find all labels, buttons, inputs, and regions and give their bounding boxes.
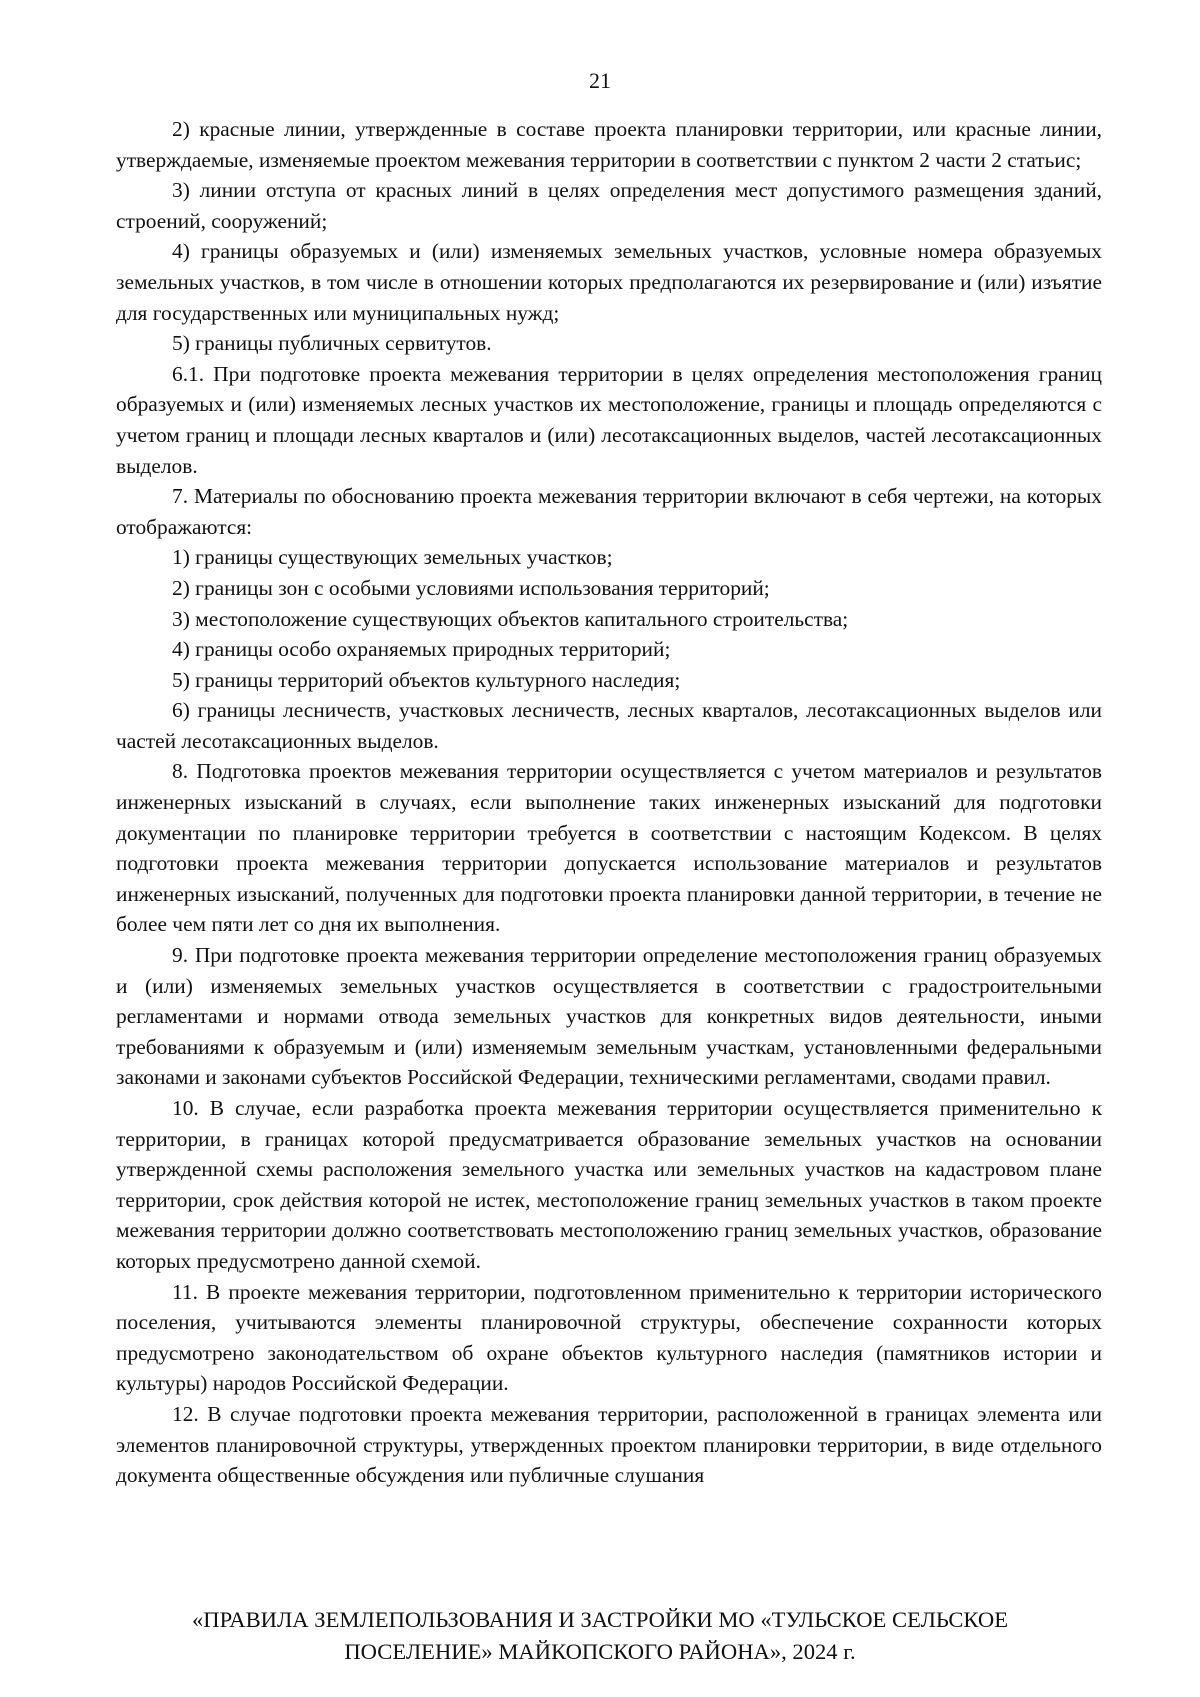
document-footer (120, 1604, 1080, 1668)
paragraph-6-1: 6.1. При подготовке проекта межевания территории в целях определения местоположения границ образуемых и (или) изменяемых лесных участков их местоположение, границы и площадь определяются с учетом границ и площади лесных кварталов и (или) лесотаксационных выделов, частей лесотаксационных выделов. (116, 361, 1102, 478)
paragraph-8: 8. Подготовка проектов межевания территории осуществляется с учетом материалов и результатов инженерных изысканий в случаях, если выполнение таких инженерных изысканий для подготовки документации по планировке территории требуется в соответствии с настоящим Кодексом. В целях подготовки проекта межевания территории допускается использование материалов и результатов инженерных изысканий, полученных для подготовки проекта планировки данной территории, в течение не более чем пяти лет со дня их выполнения. (116, 759, 1102, 937)
list-item-red-lines: 2) красные линии, утвержденные в составе проекта планировки территории, или красные линии, утверждаемые, изменяемые проектом межевания территории в соответствии с пунктом 2 части 2 статьис; (116, 117, 1102, 172)
list-item-cultural-heritage: 5) границы территорий объектов культурного наследия; (172, 667, 681, 692)
list-item-public-servitudes: 5) границы публичных сервитутов. (172, 331, 492, 356)
list-item-plot-boundaries: 4) границы образуемых и (или) изменяемых земельных участков, условные номера образуемых земельных участков, в том числе в отношении которых предполагаются их резервирование и (или) изъятие для государственных или муниципальных нужд; (116, 239, 1102, 325)
paragraph-7: 7. Материалы по обоснованию проекта межевания территории включают в себя чертежи, на которых отображаются: (116, 484, 1102, 539)
document-body (116, 114, 1102, 1491)
list-item-protected-areas: 4) границы особо охраняемых природных территорий; (172, 637, 671, 662)
list-item-setback-lines: 3) линии отступа от красных линий в целях определения мест допустимого размещения зданий, строений, сооружений; (116, 178, 1102, 233)
footer-line-2: ПОСЕЛЕНИЕ» МАЙКОПСКОГО РАЙОНА», 2024 г. (344, 1639, 856, 1664)
paragraph-11: 11. В проекте межевания территории, подготовленном применительно к территории исторического поселения, учитываются элементы планировочной структуры, обеспечение сохранности которых предусмотрено законодательством об охране объектов культурного наследия (памятников истории и культуры) народов Российской Федерации. (116, 1279, 1102, 1396)
list-item-special-zones: 2) границы зон с особыми условиями использования территорий; (172, 575, 770, 600)
list-item-capital-objects: 3) местоположение существующих объектов капитального строительства; (172, 606, 849, 631)
paragraph-9: 9. При подготовке проекта межевания территории определение местоположения границ образуемых и (или) изменяемых земельных участков осуществляется в соответствии с градостроительными регламентами и нормами отвода земельных участков для конкретных видов деятельности, иными требованиями к образуемым и (или) изменяемым земельным участкам, установленными федеральными законами и законами субъектов Российской Федерации, техническими регламентами, сводами правил. (116, 943, 1102, 1090)
list-item-forestries: 6) границы лесничеств, участковых лесничеств, лесных кварталов, лесотаксационных выделов или частей лесотаксационных выделов. (116, 698, 1102, 753)
paragraph-12: 12. В случае подготовки проекта межевания территории, расположенной в границах элемента или элементов планировочной структуры, утвержденных проектом планировки территории, в виде отдельного документа общественные обсуждения или публичные слушания (116, 1401, 1102, 1488)
page-number: 21 (589, 68, 611, 93)
paragraph-10: 10. В случае, если разработка проекта межевания территории осуществляется применительно к территории, в границах которой предусматривается образование земельных участков на основании утвержденной схемы расположения земельного участка или земельных участков на кадастровом плане территории, срок действия которой не истек, местоположение границ земельных участков в таком проекте межевания территории должно соответствовать местоположению границ земельных участков, образование которых предусмотрено данной схемой. (116, 1096, 1102, 1273)
list-item-existing-plots: 1) границы существующих земельных участков; (172, 545, 613, 570)
footer-line-1: «ПРАВИЛА ЗЕМЛЕПОЛЬЗОВАНИЯ И ЗАСТРОЙКИ МО «ТУЛЬСКОЕ СЕЛЬСКОЕ (191, 1607, 1009, 1632)
